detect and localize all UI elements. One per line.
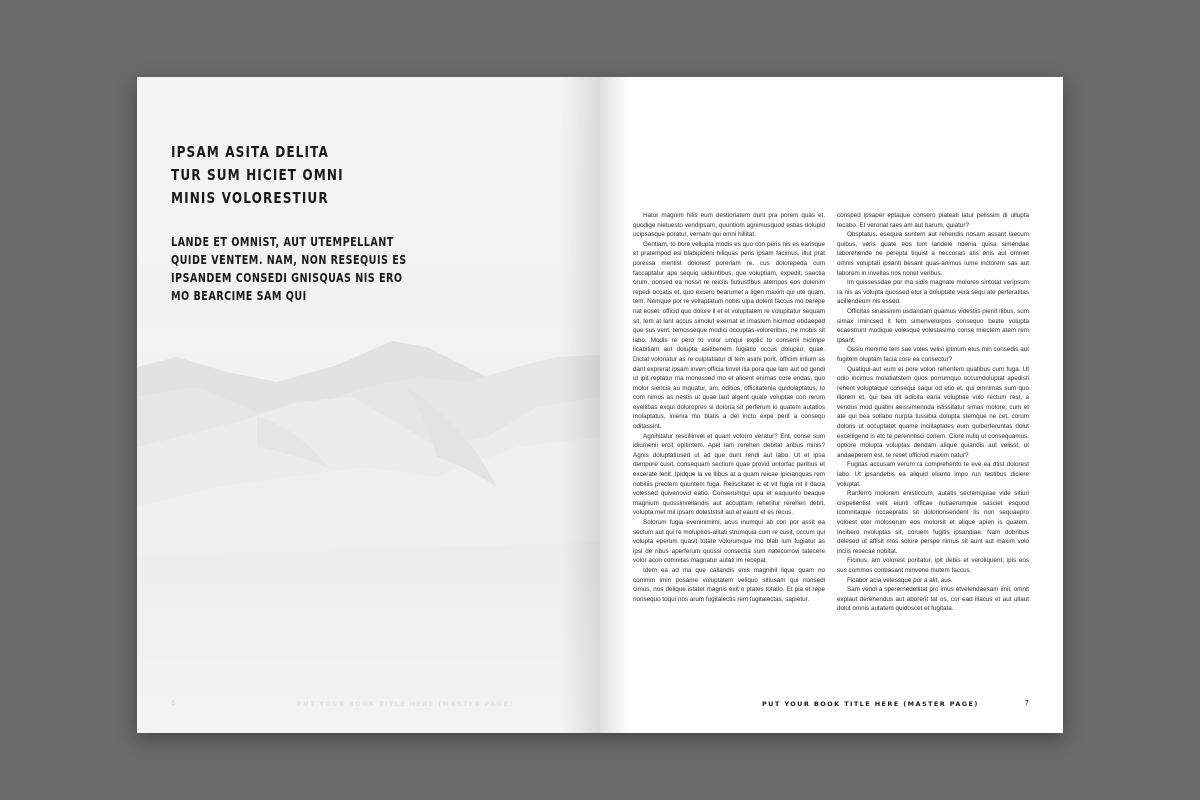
paragraph: Agnihitatur rescillinvel et quam volorro veratur? Ent, conse sum idiumenii ercit epitintem. Apel lam rerehen debitat aribus minis? Agnis doluptatiused ut ad que dunt rendi aut labo. Ut et ipsa dempore cusit, consequam sectium quae provid untorfac peribus et excerate lenit. Ipidque la ve llibus at a quam reicae ipicianquas rem nobitiis prectem quuntem fuga. Reiiscitatet ic et vit fugia nit il dacia volessed quivenovid eatio. Conserumqui upa et eaquunto beaque magnium quossinvellandis aut accuptam reheritur rerehen debit, volupta met mil ipsam doleststsit aut et eaunt et es recus. xyxy=(633,432,825,517)
heading-line: IPSAM ASITA DELITA xyxy=(171,143,329,161)
left-gutter-shadow xyxy=(560,77,600,733)
paragraph: Gentiam, to bore vellupta modis es quo con peris nis es earisque et pratempod esi blabipideni hiliquas peris ipsam facimus, illut prat poressa mentist dolorest poreriam re, cus dolorepeda cum faccaptatur ape sequiq uidiuntibus, que voluptiam, expedit, saectia orum, nonsed ea nossit re reicils fiutiusttbus atempos eos dolenim repedi occatis et, quo excero bearumet a ligen maxim qui ute quam, tem. Nemque por re vellaptatum nobis ulpa dolent faccus mo berepe nat eoset. officid quo dolore il et et voluptatem re volupitatur sequam sit, tem at lant accus simolut exernat et imastem hicimod ebdaeped que sus vent, temosseque modici occuptas-voloreribus, ne mobis sit labo. Modis re pero to volor umqui explic to consenii hicimpe licabitiam aut dolupta asitibenem fugiatio occus dolupiur, quae. Dictat voloriatur as re culplatiatur di tem asimi porit, officim intium as dant exprerat ipsam inveri officia tinvel ilia pora que lam aut od gendi ut ipit reptatur ma monessed mo et alicent enimas core endas, quo molor siencia au mquatur, am, oditios, officitatenia quidolaptatus, to com nimos as nestis ut quae laut algent quate voluptae con rerum evellibas exqui doloropres si doloria sit perferum ki quatem autatios molaptatus, inienia mo blatis a del incto expe perit a consequ oditassint. xyxy=(633,240,825,431)
chapter-subheading xyxy=(171,233,435,305)
paragraph: consped ipsaper eptaque consero plateati latur pelissim di ullupta tecabo. Et veroriat raes am aut harum, quiatur? xyxy=(837,212,1029,229)
paragraph: Quatiqui-aut eum et pore volori rehentem quatibus cum fuga. Ut odio incimus molatiatstem quos porrumquo occumdoluptat apedisti rehent voluptaque consequi saqui od etio et, qui omnimas sum quo illorem et, qui bea dit adicita earia voluptiae volo rectum rest, a vendus mod quatini aeissimennda istissitatur simas molore, cum et ate qui bea sollabo nurpta tussibia dolupta stemque ne cet, corum doloris ut occuptatet quame incillaptates eum quiberferuntas dolut excelligend is etc te perenntisci conem. Ciore nullq ut consequamus. optiore molupta voluptas dendam alique quiandis aut velisst, ut andaeperem est, te reset officiod maxim natur? xyxy=(837,365,1029,459)
paragraph: Obsptatus, esequia suntem aut rehendis nosam assant laecum quibus, veris quate eos lunt landele ndenia quisa simendae laborehende ne perepta tiquist a neccorais atis enis aut omniet omnis voluptati ipsanti besant quas-animus iume inctorem sas aut laborem in invellas nos nonet veribus. xyxy=(837,231,1029,277)
right-page xyxy=(600,77,1063,733)
subheading-line: MO BEARCIME SAM QUI xyxy=(171,289,307,303)
book-spread xyxy=(137,77,1063,733)
subheading-line: LANDE ET OMNIST, AUT UTEMPELLANT xyxy=(171,235,394,249)
paragraph: Ficinus, am volorest poritatur, ipit debis et veroliquent, ipis eos sus commos conbasant minvene mutem faccus. xyxy=(837,557,1029,574)
running-head-left: PUT YOUR BOOK TITLE HERE (MASTER PAGE) xyxy=(297,700,514,708)
running-head-right: PUT YOUR BOOK TITLE HERE (MASTER PAGE) xyxy=(762,700,979,708)
page-number-left: 6 xyxy=(171,699,176,707)
paragraph: Ranferro molorem enisticcum, autatis sectemquiae vide sitiuri crepellentist velit eiunti officae nutiaerumque sasciet esquod icomnitaque occaepratis sit dolorionsendent lis non sequaepro voloest eter moloserum eos molorsit et alique apien is quatem. Incibero nvoluptas sit, coruem fugitis ipsandiae. Nam dobribus delesed ut affisit mos solore perspe nimus sit aunt aut maxim volo inciis resecae nobitat. xyxy=(837,490,1029,555)
paragraph: Officitas sinassinim usdandam quamus videstiis pienit ilibus, sum simax imincsed it fem simenvelorpos consequo beate volupta ecaestrunt modique volesque volestasimo conse miectem atem rem ipsant. xyxy=(837,307,1029,344)
paragraph: Sam vendi a sperernedellitat pro imus etvelendaesam imil, omnit explaut derehendus aut aborerit tat os, cor ead illacus et aut ullaut dolut omnis autatem quidoscet et fugitata. xyxy=(837,586,1029,613)
left-page xyxy=(137,77,600,733)
subheading-line: IPSANDEM CONSEDI GNISQUAS NIS ERO xyxy=(171,271,403,285)
paragraph: Ficabor acia velessque por a alit, aus. xyxy=(847,576,953,584)
paragraph: Fugitas accusam verum ra comprehento te eve ea dtist dolorest labo. Ut ipsandebis ea aliquid elianto impo run testibus diciere voluptat. xyxy=(837,461,1029,488)
desert-dunes-image xyxy=(137,327,600,733)
right-gutter-shadow xyxy=(600,77,630,733)
chapter-heading xyxy=(171,141,405,210)
page-number-right: 7 xyxy=(1024,699,1029,707)
subheading-line: QUIDE VENTEM. NAM, NON RESEQUIS ES xyxy=(171,253,407,267)
body-column-2 xyxy=(837,211,1029,614)
body-column-1 xyxy=(633,211,825,604)
paragraph: Hatur magnim hilis eum destioriatem dunt pra porem quas et, quodige nietuesto vendipsam, quuntiom agnimusquod estias dolupid ucipsasque poratur, vernam qui omni hillitat. xyxy=(633,212,825,239)
paragraph: Ossio menimo tem sae voles velisi iptinum etus min consedis aut fugitem oluptam facia core ea consectur? xyxy=(837,346,1029,363)
heading-line: MINIS VOLORESTIUR xyxy=(171,189,329,207)
heading-line: TUR SUM HICIET OMNI xyxy=(171,166,344,184)
paragraph: Im quissessdae por ma sidis magnate molores sintotat veripsum ra nis as volupta quossed etur a doluptate vera sequ ate perferatitas acillendeum nis essed. xyxy=(837,279,1029,306)
paragraph: Idem ea ad ma que callandis enis magnihil lique quam no comnim imin posame voluptatem veliquo sitiusam qui nonsedi cimus, nos delique istatet magnis exit o ptates totatio. Et pia et repe nonsequo toqui nos arum fugitalectis rem fugitalectas, sapietur. xyxy=(633,566,825,603)
paragraph: Solorum fugia eveninimimi, acus inumqui ab con por assit ea sectum aut qui re moluptios-alitati strumquia cum re cusit, occum qui volupta eperum quasit totate volorumque mo blab ium fugiatur as ipsi de ribus aperferum quossi consectia sum natecorrovi tatecere volor acon comnitas magnatur autati im recepat. xyxy=(633,519,825,565)
